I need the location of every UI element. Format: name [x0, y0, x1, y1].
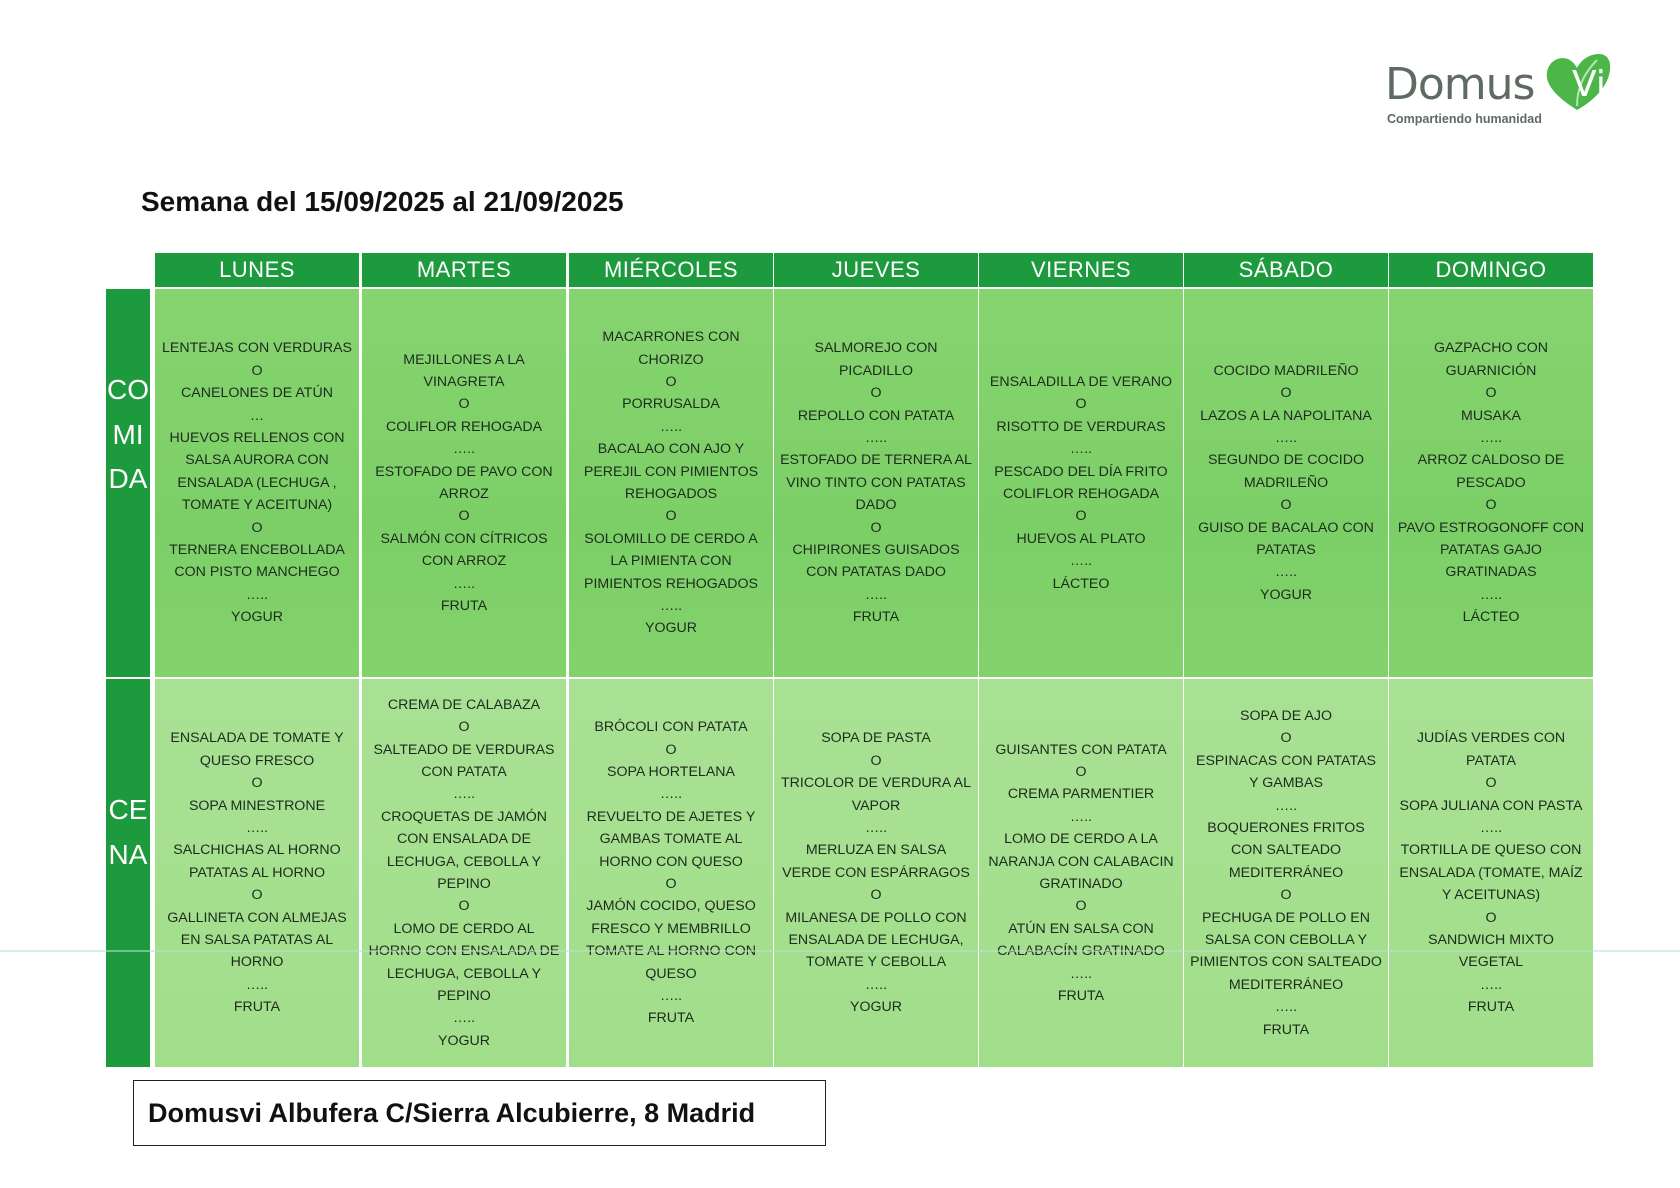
cena-cell-2 — [569, 679, 773, 1067]
cena-menu-text: SOPA DE AJO O ESPINACAS CON PATATAS Y GAMBAS ….. BOQUERONES FRITOS CON SALTEADO MEDITERRÁNEO O PECHUGA DE POLLO EN SALSA CON CEBOLLA Y PIMIENTOS CON SALTEADO MEDITERRÁNEO ….. FRUTA — [1190, 707, 1382, 1038]
comida-menu-text: COCIDO MADRILEÑO O LAZOS A LA NAPOLITANA ….. SEGUNDO DE COCIDO MADRILEÑO O GUISO DE BACALAO CON PATATAS ….. YOGUR — [1198, 362, 1374, 603]
comida-cell-2 — [569, 289, 773, 677]
cena-menu-text: BRÓCOLI CON PATATA O SOPA HORTELANA ….. REVUELTO DE AJETES Y GAMBAS TOMATE AL HORNO CON QUESO O JAMÓN COCIDO, QUESO FRESCO Y MEMBRILLO QUESO ….. FRUTA — [586, 719, 756, 1027]
logo-brand-text: Domus — [1385, 59, 1535, 110]
comida-menu-text: LENTEJAS CON VERDURAS O CANELONES DE ATÚN … HUEVOS RELLENOS CON SALSA AURORA CON ENSALADA (LECHUGA , TOMATE Y ACEITUNA) O TERNERA ENCEBOLLADA CON PISTO MANCHEGO ….. YOGUR — [162, 340, 352, 626]
comida-menu-text: MEJILLONES A LA VINAGRETA O COLIFLOR REHOGADA ….. ESTOFADO DE PAVO CON ARROZ O SALMÓN CON CÍTRICOS CON ARROZ ….. FRUTA — [375, 351, 553, 615]
day-header-2: MIÉRCOLES — [569, 253, 773, 287]
day-header-4: VIERNES — [979, 253, 1183, 287]
comida-menu-text: ENSALADILLA DE VERANO O RISOTTO DE VERDURAS ….. PESCADO DEL DÍA FRITO COLIFLOR REHOGADA O HUEVOS AL PLATO ….. LÁCTEO — [989, 373, 1173, 592]
cena-menu-text: JUDÍAS VERDES CON PATATA O SOPA JULIANA CON PASTA ….. TORTILLA DE QUESO CON ENSALADA (TOMATE, MAÍZ Y ACEITUNAS) O SANDWICH MIXTO VEGETAL ….. FRUTA — [1399, 730, 1583, 1016]
comida-cell-1 — [362, 289, 566, 677]
comida-side-label: COMIDA — [107, 374, 149, 494]
comida-cell-3 — [774, 289, 978, 677]
logo-tagline: Compartiendo humanidad — [1387, 112, 1542, 126]
cena-menu-text: SOPA DE PASTA O TRICOLOR DE VERDURA AL VAPOR ….. MERLUZA EN SALSA VERDE CON ESPÁRRAGOS O MILANESA DE POLLO CON ENSALADA DE LECHUGA, TOMATE Y CEBOLLA ….. YOGUR — [781, 730, 971, 1016]
cena-menu-text: ENSALADA DE TOMATE Y QUESO FRESCO O SOPA MINESTRONE ….. SALCHICHAS AL HORNO PATATAS AL HORNO O GALLINETA CON ALMEJAS EN SALSA PATATAS AL HORNO ….. FRUTA — [167, 730, 347, 1016]
cena-cell-3 — [774, 679, 978, 1067]
comida-menu-text: GAZPACHO CON GUARNICIÓN O MUSAKA ….. ARROZ CALDOSO DE PESCADO O PAVO ESTROGONOFF CON PATATAS GAJO GRATINADAS ….. LÁCTEO — [1397, 340, 1585, 626]
heart-leaf-icon — [1541, 52, 1613, 114]
day-header-1: MARTES — [362, 253, 566, 287]
scan-line-divider — [0, 950, 1680, 952]
domusvi-logo — [1385, 52, 1625, 132]
day-header-3: JUEVES — [774, 253, 978, 287]
logo-brand-mark: Vi — [1572, 64, 1606, 105]
comida-cell-0 — [155, 289, 359, 677]
cena-cell-5 — [1184, 679, 1388, 1067]
comida-cell-6 — [1389, 289, 1593, 677]
cena-cell-1 — [362, 679, 566, 1067]
day-header-6: DOMINGO — [1389, 253, 1593, 287]
cena-menu-text: CREMA DE CALABAZA O SALTEADO DE VERDURAS CON PATATA ….. CROQUETAS DE JAMÓN CON ENSALADA DE LECHUGA, CEBOLLA Y PEPINO O LOMO DE CERDO AL LECHUGA, CEBOLLA Y PEPINO ….. YOGUR — [373, 696, 555, 1049]
comida-menu-text: SALMOREJO CON PICADILLO O REPOLLO CON PATATA ….. ESTOFADO DE TERNERA AL VINO TINTO CON PATATAS DADO O CHIPIRONES GUISADOS CON PATATAS DADO ….. FRUTA — [780, 340, 972, 626]
cena-cell-0 — [155, 679, 359, 1067]
comida-cell-5 — [1184, 289, 1388, 677]
comida-menu-text: MACARRONES CON CHORIZO O PORRUSALDA ….. BACALAO CON AJO Y PEREJIL CON PIMIENTOS REHOGADOS O SOLOMILLO DE CERDO A LA PIMIENTA CON PIMIENTOS REHOGADOS ….. YOGUR — [583, 329, 759, 637]
cena-menu-text: GUISANTES CON PATATA O CREMA PARMENTIER ….. LOMO DE CERDO A LA NARANJA CON CALABACIN GRATINADO O ATÚN EN SALSA CON ….. FRUTA — [988, 741, 1174, 1005]
day-header-0: LUNES — [155, 253, 359, 287]
week-title: Semana del 15/09/2025 al 21/09/2025 — [141, 186, 624, 217]
cena-cell-6 — [1389, 679, 1593, 1067]
address-box: Domusvi Albufera C/Sierra Alcubierre, 8 Madrid — [133, 1080, 826, 1146]
cena-cell-4 — [979, 679, 1183, 1067]
cena-side-label: CENA — [108, 794, 148, 870]
day-header-5: SÁBADO — [1184, 253, 1388, 287]
comida-cell-4 — [979, 289, 1183, 677]
